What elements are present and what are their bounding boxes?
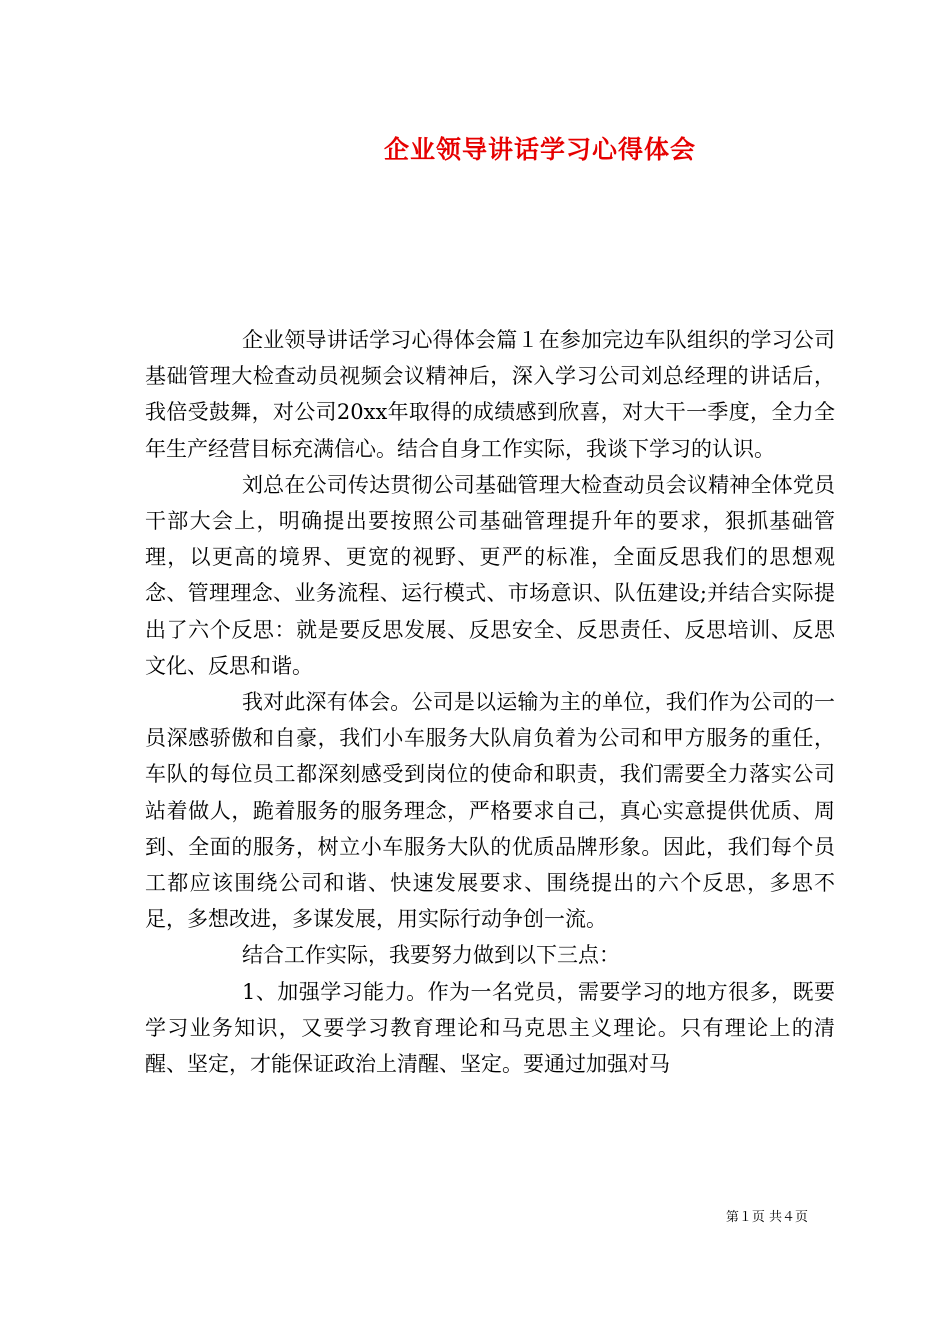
paragraph-1: 企业领导讲话学习心得体会篇１在参加完边车队组织的学习公司基础管理大检查动员视频会议精神后，深入学习公司刘总经理的讲话后，我倍受鼓舞，对公司20xx年取得的成绩感到欣喜，对大干一季度，全力全年生产经营目标充满信心。结合自身工作实际，我谈下学习的认识。 <box>145 328 835 461</box>
paragraph-2: 刘总在公司传达贯彻公司基础管理大检查动员会议精神全体党员干部大会上，明确提出要按照公司基础管理提升年的要求，狠抓基础管理，以更高的境界、更宽的视野、更严的标准，全面反思我们的思想观念、管理理念、业务流程、运行模式、市场意识、队伍建设;并结合实际提出了六个反思：就是要反思发展、反思安全、反思责任、反思培训、反思文化、反思和谐。 <box>145 472 835 678</box>
paragraph-3: 我对此深有体会。公司是以运输为主的单位，我们作为公司的一员深感骄傲和自豪，我们小车服务大队肩负着为公司和甲方服务的重任，车队的每位员工都深刻感受到岗位的使命和职责，我们需要全力落实公司站着做人，跪着服务的服务理念，严格要求自己，真心实意提供优质、周到、全面的服务，树立小车服务大队的优质品牌形象。因此，我们每个员工都应该围绕公司和谐、快速发展要求、围绕提出的六个反思，多思不足，多想改进，多谋发展，用实际行动争创一流。 <box>145 690 835 932</box>
page-number-footer: 第１页 共４页 <box>725 1210 808 1225</box>
document-title: 企业领导讲话学习心得体会 <box>383 135 696 164</box>
paragraph-4: 结合工作实际，我要努力做到以下三点： <box>242 943 620 968</box>
document-body <box>145 322 835 1082</box>
paragraph-5: 1、加强学习能力。作为一名党员，需要学习的地方很多，既要学习业务知识，又要学习教育理论和马克思主义理论。只有理论上的清醒、坚定，才能保证政治上清醒、坚定。要通过加强对马 <box>145 979 835 1077</box>
